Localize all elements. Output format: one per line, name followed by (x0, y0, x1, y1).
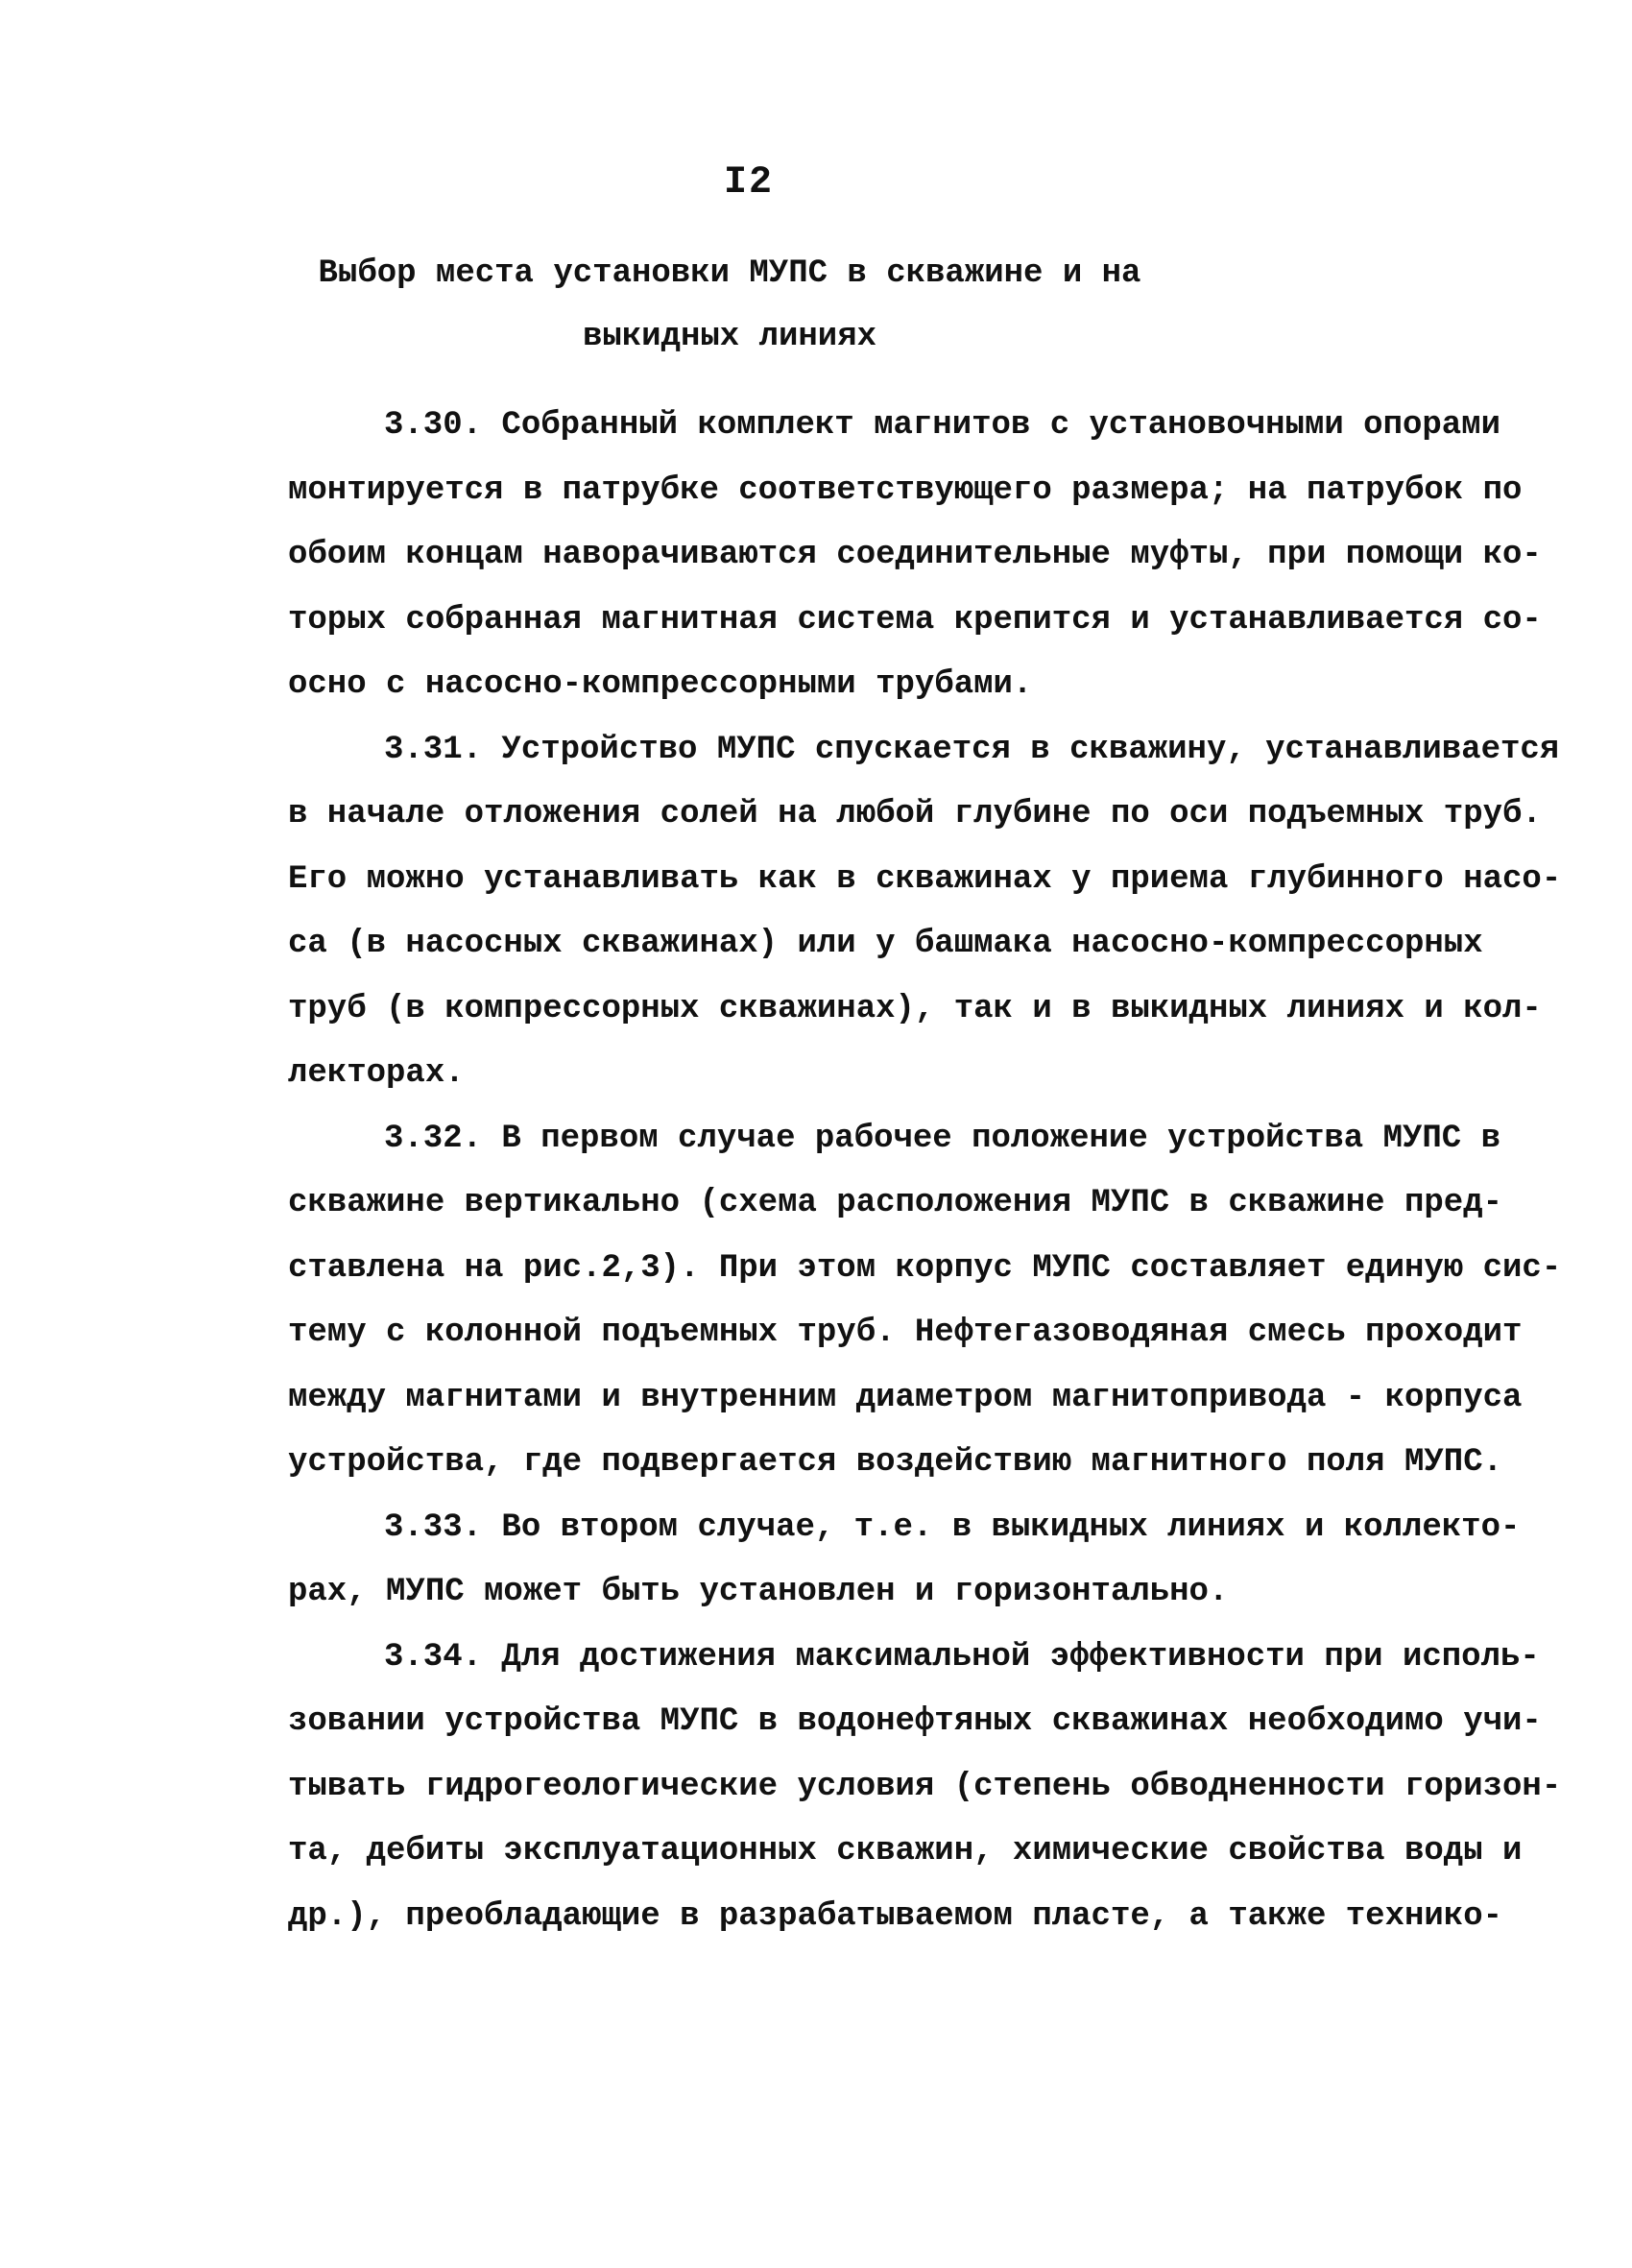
paragraph-line: торых собранная магнитная система крепится и устанавливается со- (288, 601, 1542, 639)
paragraph-line: 3.34. Для достижения максимальной эффективности при исполь- (384, 1638, 1540, 1676)
paragraph-line: тему с колонной подъемных труб. Нефтегазоводяная смесь проходит (288, 1315, 1523, 1351)
paragraph-line: лекторах. (288, 1055, 465, 1092)
section-title-line-2: выкидных линиях (582, 319, 877, 355)
paragraph-line: труб (в компрессорных скважинах), так и в выкидных линиях и кол- (288, 990, 1542, 1027)
paragraph-3-30 (192, 394, 1542, 718)
paragraph-line: 3.33. Во втором случае, т.е. в выкидных линиях и коллекто- (384, 1508, 1521, 1546)
paragraph-line: скважине вертикально (схема расположения МУПС в скважине пред- (288, 1185, 1503, 1221)
paragraph-line: са (в насосных скважинах) или у башмака насосно-компрессорных (288, 926, 1483, 962)
paragraph-line: 3.30. Собранный комплект магнитов с установочными опорами (384, 407, 1500, 444)
paragraph-3-34 (192, 1626, 1562, 1950)
section-title-line-1: Выбор места установки МУПС в скважине и на (318, 255, 1141, 292)
section-title (0, 242, 1459, 369)
paragraph-line: др.), преобладающие в разрабатываемом пласте, а также технико- (288, 1897, 1503, 1935)
paragraph-line: тывать гидрогеологические условия (степень обводненности горизон- (288, 1768, 1562, 1805)
paragraph-3-32 (192, 1107, 1562, 1496)
paragraph-line: Его можно устанавливать как в скважинах у приема глубинного насо- (288, 860, 1562, 898)
page-number: I2 (723, 161, 774, 205)
paragraph-line: в начале отложения солей на любой глубине по оси подъемных труб. (288, 796, 1542, 832)
paragraph-line: 3.31. Устройство МУПС спускается в скважину, устанавливается (384, 731, 1560, 768)
paragraph-3-31 (192, 718, 1562, 1107)
body-text (192, 394, 1562, 1949)
paragraph-line: рах, МУПС может быть установлен и горизонтально. (288, 1574, 1229, 1610)
paragraph-line: осно с насосно-компрессорными трубами. (288, 666, 1033, 703)
paragraph-line: ставлена на рис.2,3). При этом корпус МУПС составляет единую сис- (288, 1249, 1562, 1287)
paragraph-line: устройства, где подвергается воздействию магнитного поля МУПС. (288, 1444, 1503, 1481)
paragraph-3-33 (192, 1496, 1521, 1626)
paragraph-line: та, дебиты эксплуатационных скважин, химические свойства воды и (288, 1833, 1523, 1870)
paragraph-line: 3.32. В первом случае рабочее положение устройства МУПС в (384, 1120, 1500, 1157)
paragraph-line: обоим концам наворачиваются соединительные муфты, при помощи ко- (288, 537, 1542, 573)
paragraph-line: между магнитами и внутренним диаметром магнитопривода - корпуса (288, 1379, 1523, 1416)
paragraph-line: монтируется в патрубке соответствующего размера; на патрубок по (288, 471, 1523, 509)
paragraph-line: зовании устройства МУПС в водонефтяных скважинах необходимо учи- (288, 1703, 1542, 1740)
